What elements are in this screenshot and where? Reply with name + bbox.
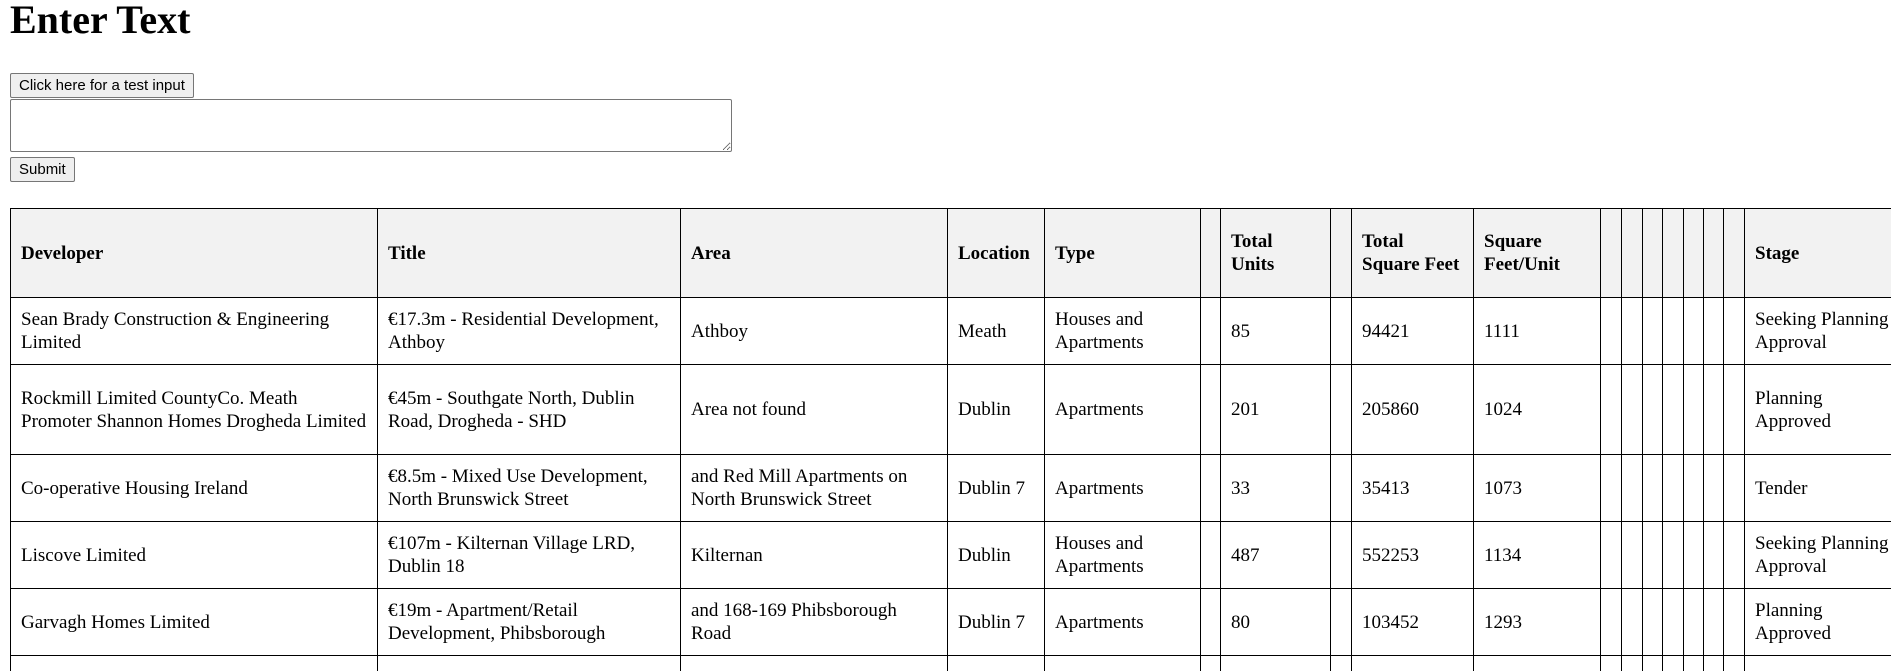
cell-empty [1601,298,1622,365]
cell-empty [1684,589,1704,656]
header-empty [1331,209,1352,298]
cell-empty [1201,298,1221,365]
cell-location: Dublin 7 [948,589,1045,656]
cell-empty [1663,522,1684,589]
cell-empty [1684,298,1704,365]
cell-empty [1643,455,1663,522]
cell-area: and 168-169 Phibsborough Road [681,589,948,656]
cell-empty [1643,298,1663,365]
cell-empty [1724,298,1745,365]
cell-empty [1201,365,1221,455]
cell-empty [1331,298,1352,365]
cell-empty [1704,522,1724,589]
cell-empty [1601,365,1622,455]
cell-empty [1331,656,1352,671]
cell-title: €19m - Apartment/Retail Development, Phibsborough [378,589,681,656]
cell-empty [1643,589,1663,656]
cell-type: Apartments [1045,455,1201,522]
cell-total-square-feet: 205860 [1352,365,1474,455]
cell-empty [1352,656,1474,671]
cell-type: Houses and Apartments [1045,522,1201,589]
cell-developer: Rockmill Limited CountyCo. Meath Promoter Shannon Homes Drogheda Limited [11,365,378,455]
cell-empty [1221,656,1331,671]
cell-total-units: 33 [1221,455,1331,522]
header-empty [1663,209,1684,298]
cell-empty [1663,365,1684,455]
cell-area: Area not found [681,365,948,455]
cell-location: Meath [948,298,1045,365]
table-row [11,522,1891,589]
cell-total-square-feet: 35413 [1352,455,1474,522]
cell-empty [1474,656,1601,671]
cell-empty [1622,365,1643,455]
cell-empty [1622,589,1643,656]
cell-empty [1622,455,1643,522]
cell-square-feet-unit: 1073 [1474,455,1601,522]
cell-developer: Garvagh Homes Limited [11,589,378,656]
cell-type: Apartments [1045,365,1201,455]
cell-square-feet-unit: 1111 [1474,298,1601,365]
header-area: Area [681,209,948,298]
cell-area: Athboy [681,298,948,365]
cell-empty [1331,589,1352,656]
submit-button[interactable]: Submit [10,157,75,182]
cell-developer: Liscove Limited [11,522,378,589]
table-row [11,455,1891,522]
cell-empty [1601,589,1622,656]
header-empty [1643,209,1663,298]
cell-empty [1704,365,1724,455]
cell-empty [1201,589,1221,656]
cell-empty [1601,522,1622,589]
cell-empty [1724,522,1745,589]
header-empty [1684,209,1704,298]
cell-location: Dublin 7 [948,455,1045,522]
cell-empty [378,656,681,671]
cell-location: Dublin [948,522,1045,589]
cell-empty [1724,365,1745,455]
cell-empty [1622,298,1643,365]
cell-empty [1684,656,1704,671]
cell-stage: Planning Approved [1745,365,1891,455]
cell-empty [1684,365,1704,455]
cell-title: €8.5m - Mixed Use Development, North Brunswick Street [378,455,681,522]
cell-empty [1601,455,1622,522]
cell-empty [1704,455,1724,522]
cell-empty [1045,656,1201,671]
text-input-area[interactable] [10,99,732,152]
cell-empty [1643,656,1663,671]
cell-square-feet-unit: 1024 [1474,365,1601,455]
cell-empty [1201,455,1221,522]
header-type: Type [1045,209,1201,298]
cell-empty [1724,656,1745,671]
cell-area: Kilternan [681,522,948,589]
cell-developer: Co-operative Housing Ireland [11,455,378,522]
cell-empty [1684,455,1704,522]
header-total-units: Total Units [1221,209,1331,298]
cell-developer: Sean Brady Construction & Engineering Limited [11,298,378,365]
cell-empty [1663,455,1684,522]
cell-empty [1663,589,1684,656]
cell-stage: Seeking Planning Approval [1745,522,1891,589]
table-header-row [11,209,1891,298]
test-input-button[interactable]: Click here for a test input [10,73,194,98]
cell-empty [1684,522,1704,589]
cell-square-feet-unit: 1293 [1474,589,1601,656]
cell-empty [1724,589,1745,656]
cell-empty [11,656,378,671]
cell-empty [948,656,1045,671]
cell-empty [1601,656,1622,671]
header-empty [1724,209,1745,298]
header-developer: Developer [11,209,378,298]
cell-total-square-feet: 94421 [1352,298,1474,365]
cell-empty [1745,656,1891,671]
cell-type: Apartments [1045,589,1201,656]
cell-empty [1331,365,1352,455]
table-row [11,656,1891,671]
cell-empty [1724,455,1745,522]
cell-empty [1331,455,1352,522]
header-location: Location [948,209,1045,298]
header-title: Title [378,209,681,298]
table-row [11,365,1891,455]
cell-empty [1643,365,1663,455]
cell-square-feet-unit: 1134 [1474,522,1601,589]
cell-title: €17.3m - Residential Development, Athboy [378,298,681,365]
header-total-square-feet: Total Square Feet [1352,209,1474,298]
cell-empty [1704,656,1724,671]
cell-empty [1331,522,1352,589]
cell-stage: Seeking Planning Approval [1745,298,1891,365]
cell-title: €107m - Kilternan Village LRD, Dublin 18 [378,522,681,589]
cell-empty [1201,656,1221,671]
page-title: Enter Text [10,0,191,42]
cell-total-units: 487 [1221,522,1331,589]
cell-title: €45m - Southgate North, Dublin Road, Drogheda - SHD [378,365,681,455]
projects-table [10,208,1891,671]
header-empty [1201,209,1221,298]
cell-empty [1663,656,1684,671]
cell-stage: Tender [1745,455,1891,522]
cell-total-square-feet: 552253 [1352,522,1474,589]
cell-total-units: 85 [1221,298,1331,365]
cell-empty [681,656,948,671]
header-stage: Stage [1745,209,1891,298]
header-square-feet-unit: Square Feet/Unit [1474,209,1601,298]
cell-empty [1201,522,1221,589]
table-row [11,298,1891,365]
cell-empty [1663,298,1684,365]
cell-empty [1622,522,1643,589]
cell-empty [1643,522,1663,589]
table-row [11,589,1891,656]
header-empty [1622,209,1643,298]
cell-location: Dublin [948,365,1045,455]
cell-total-units: 201 [1221,365,1331,455]
cell-area: and Red Mill Apartments on North Brunswick Street [681,455,948,522]
cell-empty [1622,656,1643,671]
header-empty [1704,209,1724,298]
cell-type: Houses and Apartments [1045,298,1201,365]
cell-empty [1704,589,1724,656]
cell-total-square-feet: 103452 [1352,589,1474,656]
header-empty [1601,209,1622,298]
cell-stage: Planning Approved [1745,589,1891,656]
cell-empty [1704,298,1724,365]
cell-total-units: 80 [1221,589,1331,656]
